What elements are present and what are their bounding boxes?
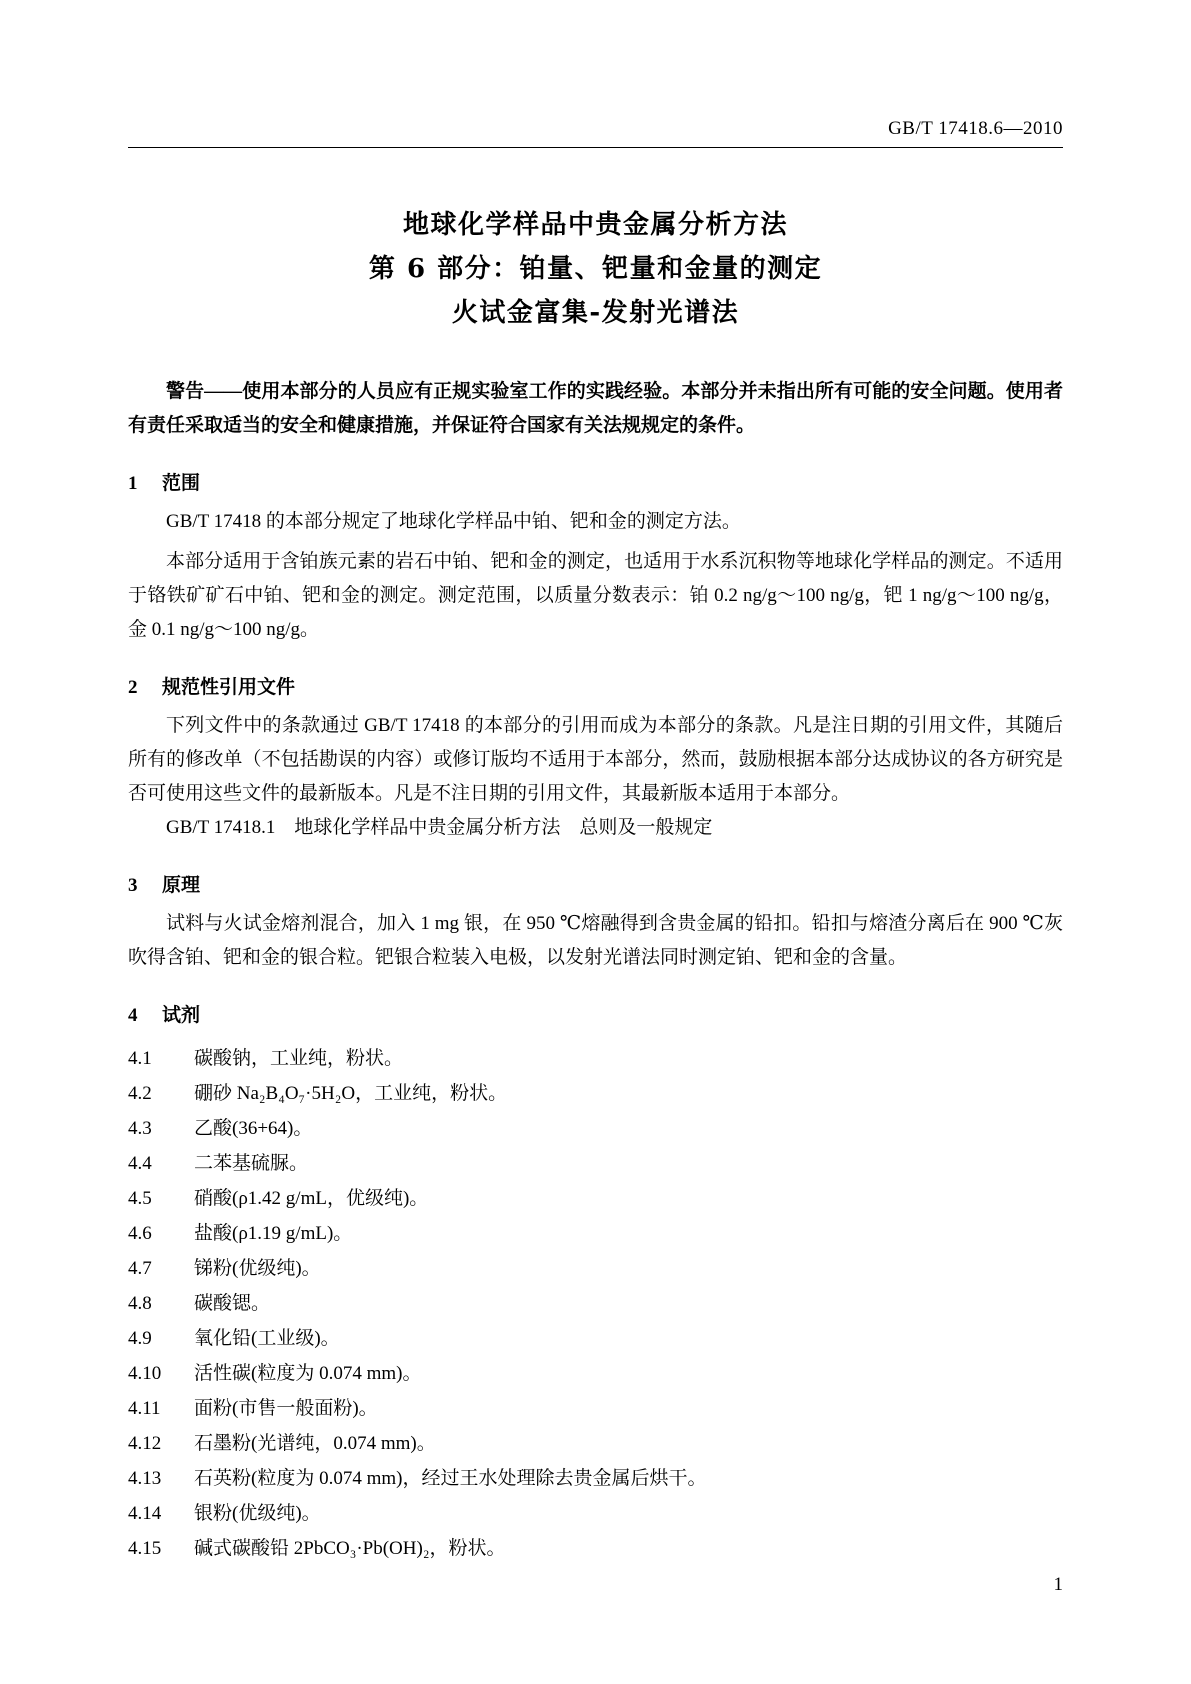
reagent-text: 盐酸(ρ1.19 g/mL)。 [194,1223,353,1244]
clause-title-4: 试剂 [162,1005,201,1026]
reagent-text: 石墨粉(光谱纯，0.074 mm)。 [194,1433,436,1454]
list-item [128,1321,1063,1356]
reagent-number: 4.10 [128,1363,162,1384]
clause-3-para-1: 试料与火试金熔剂混合，加入 1 mg 银，在 950 ℃熔融得到含贵金属的铅扣。铅扣与熔渣分离后在 900 ℃灰吹得含铂、钯和金的银合粒。钯银合粒装入电极，以发射光谱法同时测定铂、钯和金的含量。 [128,913,1063,968]
clause-heading-3 [128,871,1063,901]
clause-2-reference: GB/T 17418.1 地球化学样品中贵金属分析方法 总则及一般规定 [166,817,713,838]
reagent-text: 碱式碳酸铅 2PbCO₃·Pb(OH)₂，粉状。 [194,1538,506,1559]
reagent-text: 面粉(市售一般面粉)。 [194,1398,378,1419]
clause-1-para-1: GB/T 17418 的本部分规定了地球化学样品中铂、钯和金的测定方法。 [166,511,741,532]
reagent-text: 碳酸钠，工业纯，粉状。 [194,1048,404,1069]
title-line-1: 地球化学样品中贵金属分析方法 [402,210,788,240]
list-item [128,1356,1063,1391]
reagent-number: 4.14 [128,1503,162,1524]
reagent-number: 4.6 [128,1223,152,1244]
list-item [128,1041,1063,1076]
clause-title-2: 规范性引用文件 [162,677,296,698]
list-item [128,1286,1063,1321]
list-item [128,1496,1063,1531]
reagent-text: 银粉(优级纯)。 [194,1503,321,1524]
title-line-2: 第 6 部分：铂量、钯量和金量的测定 [368,254,823,284]
page-content [128,195,1063,1566]
clause-heading-4 [128,1001,1063,1031]
reagent-text: 碳酸锶。 [194,1293,271,1314]
reagent-text: 活性碳(粒度为 0.074 mm)。 [194,1363,422,1384]
clause-title-1: 范围 [162,473,201,494]
clause-number-2: 2 [128,677,138,698]
reagent-text: 硝酸(ρ1.42 g/mL，优级纯)。 [194,1188,429,1209]
clause-number-4: 4 [128,1005,138,1026]
reagent-number: 4.3 [128,1118,152,1139]
list-item [128,1426,1063,1461]
list-item [128,1531,1063,1566]
reagent-number: 4.15 [128,1538,162,1559]
list-item [128,1216,1063,1251]
reagent-number: 4.4 [128,1153,152,1174]
reagent-number: 4.2 [128,1083,152,1104]
clause-number-3: 3 [128,875,138,896]
clause-2-para-1: 下列文件中的条款通过 GB/T 17418 的本部分的引用而成为本部分的条款。凡是注日期的引用文件，其随后所有的修改单（不包括勘误的内容）或修订版均不适用于本部分，然而，鼓励根据本部分达成协议的各方研究是否可使用这些文件的最新版本。凡是不注日期的引用文件，其最新版本适用于本部分。 [128,715,1063,804]
clause-1-para-2: 本部分适用于含铂族元素的岩石中铂、钯和金的测定，也适用于水系沉积物等地球化学样品的测定。不适用于铬铁矿矿石中铂、钯和金的测定。测定范围，以质量分数表示：铂 0.2 ng/g～100 ng/g，钯 1 ng/g～100 ng/g，金 0.1 ng/g～100 ng/g。 [128,551,1063,640]
clause-heading-2 [128,673,1063,703]
reagent-text: 锑粉(优级纯)。 [194,1258,321,1279]
reagent-number: 4.12 [128,1433,162,1454]
list-item [128,1111,1063,1146]
warning-paragraph: 警告——使用本部分的人员应有正规实验室工作的实践经验。本部分并未指出所有可能的安全问题。使用者有责任采取适当的安全和健康措施，并保证符合国家有关法规规定的条件。 [128,381,1063,436]
reagent-number: 4.5 [128,1188,152,1209]
reagent-number: 4.7 [128,1258,152,1279]
reagent-list [128,1041,1063,1566]
list-item [128,1146,1063,1181]
reagent-text: 乙酸(36+64)。 [194,1118,313,1139]
reagent-number: 4.1 [128,1048,152,1069]
reagent-text: 二苯基硫脲。 [194,1153,309,1174]
header-divider [128,147,1063,148]
reagent-text: 硼砂 Na₂B₄O₇·5H₂O，工业纯，粉状。 [194,1083,508,1104]
reagent-number: 4.13 [128,1468,162,1489]
page-header-standard-code: GB/T 17418.6—2010 [888,118,1063,139]
title-line-3: 火试金富集-发射光谱法 [451,298,740,328]
clause-heading-1 [128,469,1063,499]
list-item [128,1076,1063,1111]
reagent-text: 石英粉(粒度为 0.074 mm)，经过王水处理除去贵金属后烘干。 [194,1468,707,1489]
reagent-number: 4.9 [128,1328,152,1349]
reagent-text: 氧化铅(工业级)。 [194,1328,340,1349]
reagent-number: 4.11 [128,1398,161,1419]
clause-number-1: 1 [128,473,138,494]
clause-title-3: 原理 [162,875,201,896]
list-item [128,1461,1063,1496]
list-item [128,1181,1063,1216]
page-number: 1 [1053,1574,1063,1595]
document-title [128,203,1063,335]
list-item [128,1391,1063,1426]
reagent-number: 4.8 [128,1293,152,1314]
list-item [128,1251,1063,1286]
